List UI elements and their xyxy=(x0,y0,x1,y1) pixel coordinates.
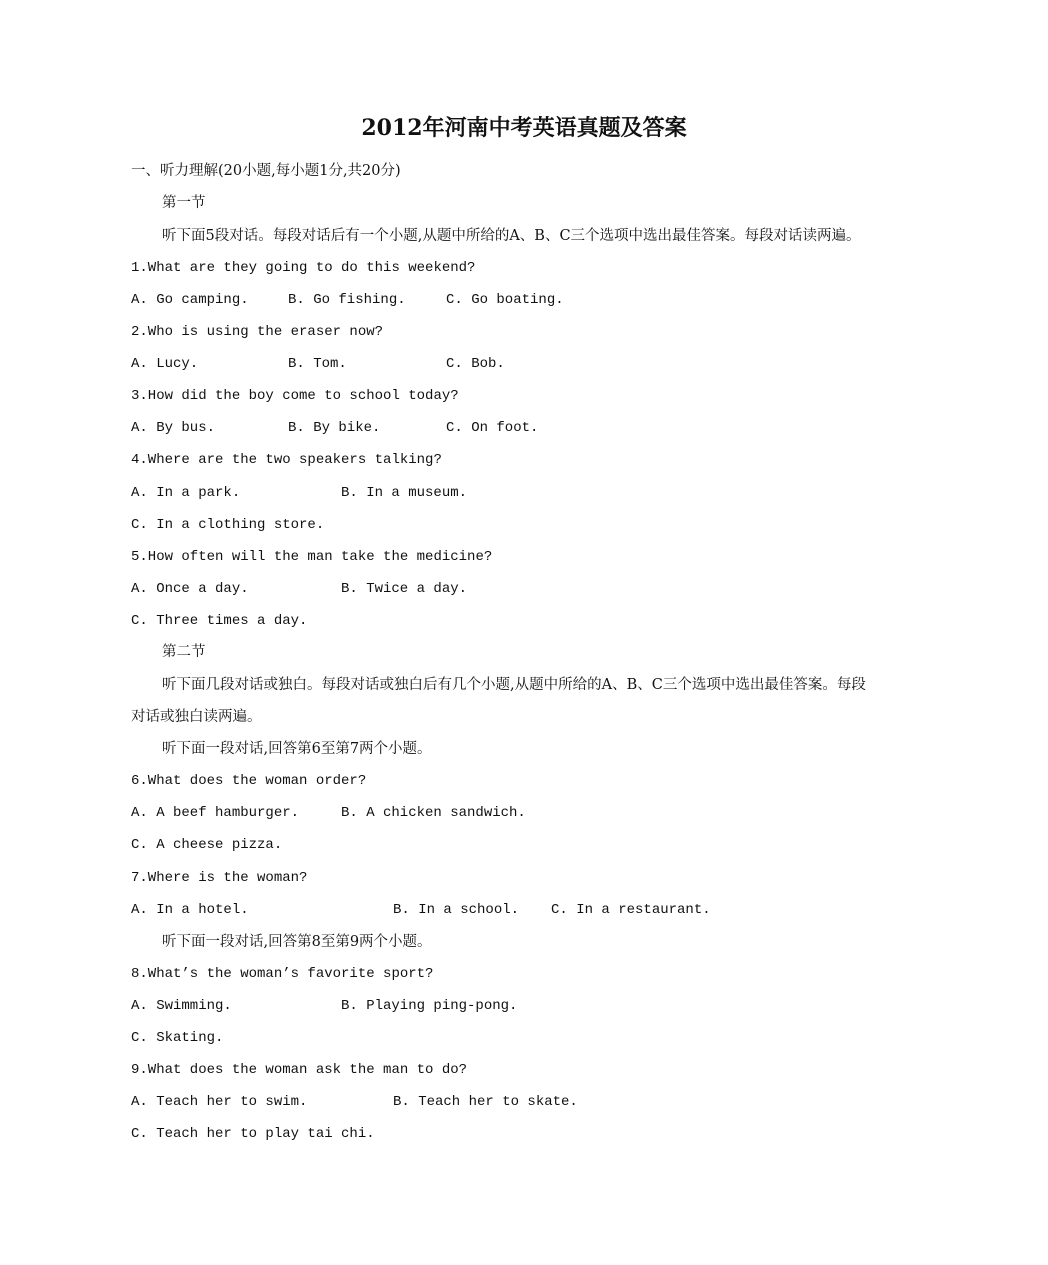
q3-option-c: C. On foot. xyxy=(446,420,539,436)
q4-option-b: B. In a museum. xyxy=(341,485,468,501)
dialogue-instruction-6-7: 听下面一段对话,回答第6至第7两个小题。 xyxy=(162,741,432,757)
q6-option-b: B. A chicken sandwich. xyxy=(341,805,526,821)
question-5: 5.How often will the man take the medicine? xyxy=(131,549,493,565)
q2-option-b: B. Tom. xyxy=(288,356,347,372)
q6-option-a: A. A beef hamburger. xyxy=(131,805,300,821)
q8-option-b: B. Playing ping-pong. xyxy=(341,998,518,1014)
part-label-1: 第一节 xyxy=(162,195,206,211)
question-3: 3.How did the boy come to school today? xyxy=(131,388,459,404)
question-8: 8.What’s the woman’s favorite sport? xyxy=(131,966,434,982)
q5-option-b: B. Twice a day. xyxy=(341,581,468,597)
q5-option-a: A. Once a day. xyxy=(131,581,249,597)
section-heading: 一、听力理解(20小题,每小题1分,共20分) xyxy=(131,163,401,179)
q1-option-c: C. Go boating. xyxy=(446,292,564,308)
q3-option-a: A. By bus. xyxy=(131,420,216,436)
q1-option-b: B. Go fishing. xyxy=(288,292,406,308)
q9-option-b: B. Teach her to skate. xyxy=(393,1094,578,1110)
question-1: 1.What are they going to do this weekend? xyxy=(131,260,476,276)
question-4: 4.Where are the two speakers talking? xyxy=(131,452,442,468)
part-instructions-2-line2: 对话或独白读两遍。 xyxy=(131,709,262,725)
q4-option-c: C. In a clothing store. xyxy=(131,517,325,533)
part-instructions-2-line1: 听下面几段对话或独白。每段对话或独白后有几个小题,从题中所给的A、B、C三个选项中选出最佳答案。每段 xyxy=(162,677,866,693)
question-7: 7.Where is the woman? xyxy=(131,870,308,886)
q7-option-c: C. In a restaurant. xyxy=(551,902,711,918)
q5-option-c: C. Three times a day. xyxy=(131,613,308,629)
question-6: 6.What does the woman order? xyxy=(131,773,367,789)
q8-option-a: A. Swimming. xyxy=(131,998,232,1014)
q6-option-c: C. A cheese pizza. xyxy=(131,837,283,853)
question-2: 2.Who is using the eraser now? xyxy=(131,324,384,340)
q9-option-c: C. Teach her to play tai chi. xyxy=(131,1126,375,1142)
q2-option-a: A. Lucy. xyxy=(131,356,199,372)
document-title: 2012年河南中考英语真题及答案 xyxy=(361,115,687,141)
q2-option-c: C. Bob. xyxy=(446,356,505,372)
q4-option-a: A. In a park. xyxy=(131,485,241,501)
q9-option-a: A. Teach her to swim. xyxy=(131,1094,308,1110)
q1-option-a: A. Go camping. xyxy=(131,292,249,308)
part-label-2: 第二节 xyxy=(162,644,206,660)
q3-option-b: B. By bike. xyxy=(288,420,381,436)
part-instructions-1: 听下面5段对话。每段对话后有一个小题,从题中所给的A、B、C三个选项中选出最佳答案。每段对话读两遍。 xyxy=(162,228,861,244)
q8-option-c: C. Skating. xyxy=(131,1030,224,1046)
dialogue-instruction-8-9: 听下面一段对话,回答第8至第9两个小题。 xyxy=(162,934,432,950)
q7-option-a: A. In a hotel. xyxy=(131,902,249,918)
question-9: 9.What does the woman ask the man to do? xyxy=(131,1062,468,1078)
q7-option-b: B. In a school. xyxy=(393,902,520,918)
